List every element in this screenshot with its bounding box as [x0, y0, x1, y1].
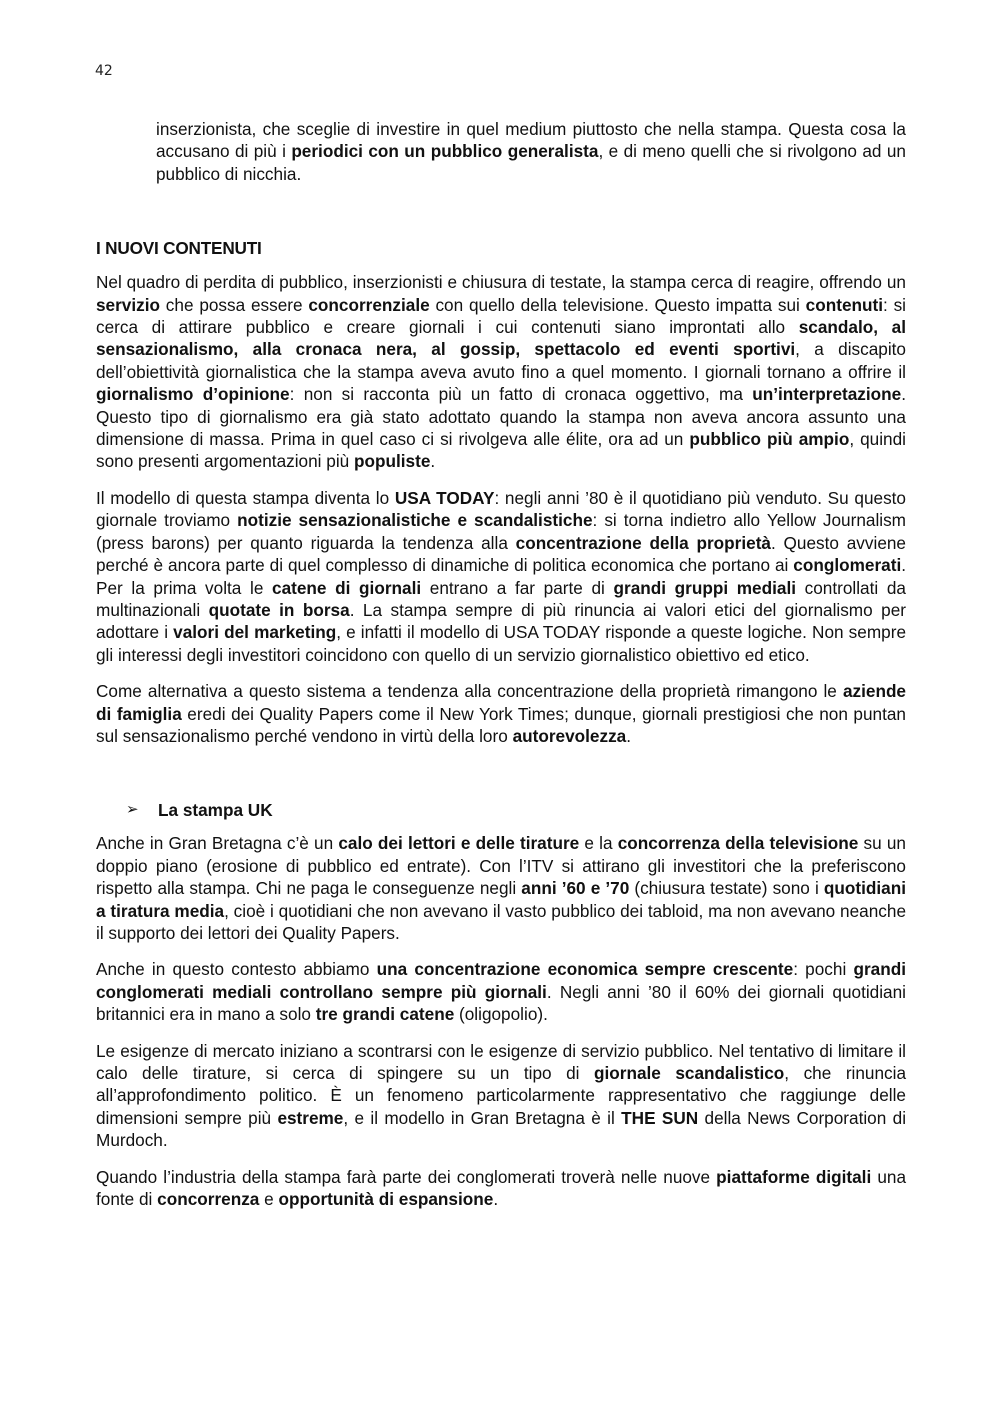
bold-run: quotate in borsa: [208, 599, 350, 620]
bold-run: USA TODAY: [394, 487, 495, 508]
bold-run: estreme: [277, 1107, 344, 1128]
text-run: , e infatti il modello di USA TODAY risponde a queste logiche. Non sempre gli interessi degli investitori coincidono con quello di un servizio giornalistico obiettivo ed etico.: [96, 622, 906, 665]
bold-run: una concentrazione economica sempre crescente: [376, 959, 794, 980]
text-run: , che rinuncia all’approfondimento politico. È un fenomeno particolarmente rappresentativo che raggiunge delle dimensioni sempre più: [96, 1063, 907, 1128]
text-run: , quindi sono presenti argomentazioni più: [96, 429, 906, 472]
bold-run: grandi conglomerati mediali controllano sempre più giornali: [96, 959, 906, 1002]
text-run: una fonte di: [96, 1166, 906, 1210]
bold-run: catene di giornali: [272, 577, 422, 598]
text-run: . Questo avviene perché è ancora parte di quel complesso di dinamiche di politica economica che portano ai: [96, 532, 906, 576]
bold-run: autorevolezza: [512, 725, 627, 746]
bold-run: quotidiani a tiratura media: [96, 878, 906, 921]
text-run: e la: [579, 833, 618, 854]
text-run: , e di meno quelli che si rivolgono ad un pubblico di nicchia.: [156, 141, 906, 184]
text-run: Nel quadro di perdita di pubblico, inserzionisti e chiusura di testate, la stampa cerca di reagire, offrendo un: [96, 272, 906, 293]
paragraph-uk-digitale: [96, 1166, 906, 1211]
text-run: (chiusura testate) sono i: [629, 878, 824, 899]
text-run: Come alternativa a questo sistema a tendenza alla concentrazione della proprietà rimangono le: [96, 681, 843, 702]
paragraph-uk-mercato: [96, 1040, 906, 1152]
text-run: : non si racconta più un fatto di cronaca oggettivo, ma: [289, 384, 753, 405]
text-run: . Questo tipo di giornalismo era già stato adottato quando la stampa non aveva ancora assunto una dimensione di massa. Prima in quel caso ci si rivolgeva alle élite, ora ad un: [96, 384, 907, 450]
bold-run: giornalismo d’opinione: [96, 384, 290, 405]
bold-run: un’interpretazione: [752, 384, 902, 405]
paragraph-contenuti: [96, 271, 906, 473]
bold-run: concorrenza della televisione: [617, 833, 859, 854]
text-run: , cioè i quotidiani che non avevano il vasto pubblico dei tabloid, ma non avevano neanche il supporto dei lettori dei Quality Papers.: [96, 900, 907, 943]
arrow-bullet-icon: ➢: [126, 801, 139, 819]
text-run: , e il modello in Gran Bretagna è il: [343, 1107, 622, 1128]
text-run: .: [493, 1189, 499, 1210]
intro-paragraph: [96, 118, 906, 185]
bold-run: populiste: [353, 451, 431, 472]
text-run: con quello della televisione. Questo impatta sui: [429, 294, 806, 315]
paragraph-alternativa: [96, 680, 906, 747]
text-run: . La stampa sempre di più rinuncia ai valori etici del giornalismo per adottare i: [96, 599, 906, 643]
bold-run: periodici con un pubblico generalista: [291, 141, 599, 162]
subsection-heading: [126, 799, 906, 821]
text-run: entrano a far parte di: [421, 577, 614, 598]
bold-run: tre grandi catene: [315, 1004, 455, 1025]
text-run: della News Corporation di Murdoch.: [96, 1107, 907, 1151]
text-run: eredi dei Quality Papers come il New York Times; dunque, giornali prestigiosi che non puntan sul sensazionalismo perché vendono in virtù della loro: [96, 703, 906, 746]
bold-run: concorrenza: [157, 1189, 260, 1210]
bold-run: grandi gruppi mediali: [613, 577, 796, 598]
text-run: . Per la prima volta le: [96, 555, 906, 598]
paragraph-usa-today: [96, 487, 906, 666]
text-run: : pochi: [793, 959, 854, 980]
bold-run: concentrazione della proprietà: [515, 532, 771, 553]
bold-run: servizio: [96, 294, 161, 315]
text-run: . Negli anni ’80 il 60% dei giornali quotidiani britannici era in mano a solo: [96, 981, 906, 1025]
bold-run: pubblico più ampio: [689, 429, 850, 450]
paragraph-uk-calo: [96, 832, 906, 944]
text-run: Anche in questo contesto abbiamo: [96, 959, 377, 980]
page-number: 42: [95, 63, 113, 79]
page-content: [96, 118, 906, 1224]
text-run: inserzionista, che sceglie di investire in quel medium piuttosto che nella stampa. Questa cosa la accusano di più i: [156, 119, 906, 162]
bold-run: piattaforme digitali: [716, 1166, 872, 1187]
text-run: che possa essere: [160, 294, 309, 315]
text-run: : si torna indietro allo Yellow Journalism (press barons) per quanto riguarda la tendenza alla: [96, 510, 906, 553]
bold-run: calo dei lettori e delle tirature: [338, 833, 580, 854]
text-run: Le esigenze di mercato iniziano a scontrarsi con le esigenze di servizio pubblico. Nel tentativo di limitare il calo delle tirature, si cerca di spingere su un tipo di: [96, 1040, 906, 1083]
text-run: , a discapito dell’obiettività giornalistica che la stampa aveva avuto fino a quel momento. I giornali tornano a offrire il: [96, 339, 906, 382]
text-run: Anche in Gran Bretagna c’è un: [96, 833, 339, 854]
bold-run: concorrenziale: [308, 294, 430, 315]
bold-run: aziende di famiglia: [96, 681, 906, 724]
text-run: su un doppio piano (erosione di pubblico ed entrate). Con l’ITV si attirano gli investitori che la preferiscono rispetto alla stampa. Chi ne paga le conseguenze negli: [96, 833, 906, 899]
bold-run: giornale scandalistico: [594, 1063, 785, 1083]
subsection-title: La stampa UK: [158, 800, 273, 821]
text-run: e: [259, 1189, 279, 1210]
text-run: controllati da multinazionali: [96, 577, 906, 620]
text-run: .: [626, 725, 632, 746]
bold-run: conglomerati: [793, 555, 902, 576]
text-run: Il modello di questa stampa diventa lo: [96, 487, 395, 508]
text-run: (oligopolio).: [454, 1004, 548, 1025]
bold-run: anni ’60 e ’70: [521, 878, 630, 899]
paragraph-uk-concentrazione: [96, 958, 906, 1025]
text-run: .: [430, 451, 436, 472]
text-run: Quando l’industria della stampa farà parte dei conglomerati troverà nelle nuove: [96, 1166, 717, 1187]
bold-run: valori del marketing: [173, 622, 337, 643]
section-heading: I NUOVI CONTENUTI: [96, 238, 262, 259]
bold-run: scandalo, al sensazionalismo, alla cronaca nera, al gossip, spettacolo ed eventi sportivi: [96, 317, 906, 360]
text-run: : negli anni ’80 è il quotidiano più venduto. Su questo giornale troviamo: [96, 487, 906, 531]
bold-run: opportunità di espansione: [278, 1189, 494, 1210]
bold-run: THE SUN: [621, 1107, 699, 1128]
text-run: : si cerca di attirare pubblico e creare giornali i cui contenuti siano improntati allo: [96, 294, 906, 338]
bold-run: notizie sensazionalistiche e scandalistiche: [237, 510, 593, 531]
bold-run: contenuti: [805, 294, 884, 315]
